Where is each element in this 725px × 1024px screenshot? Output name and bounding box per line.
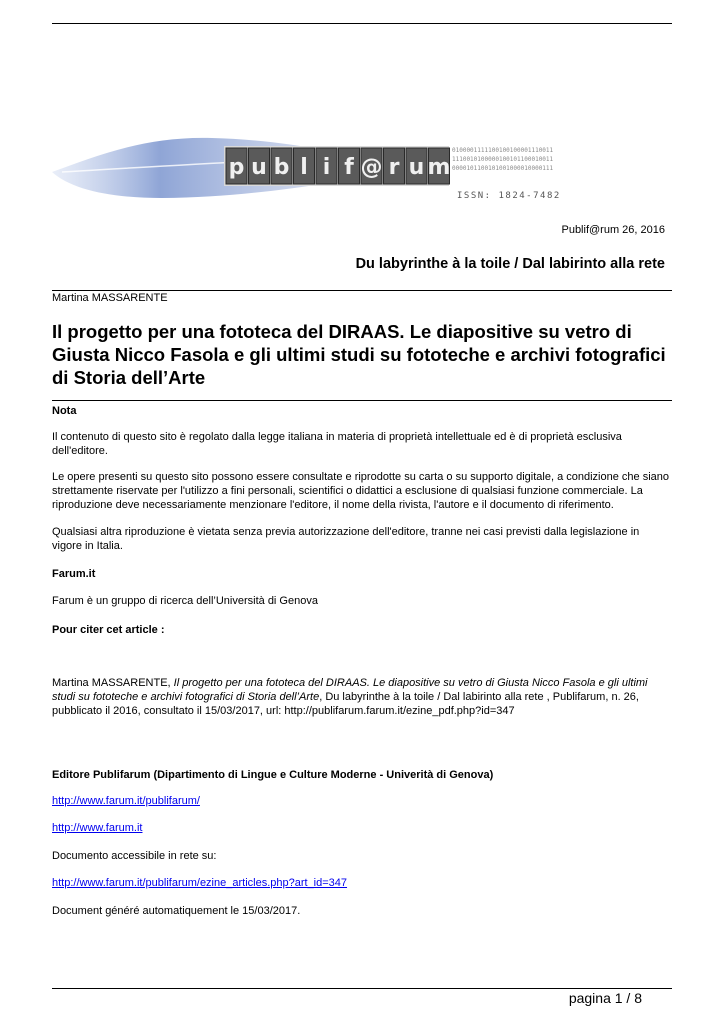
access-label: Documento accessibile in rete su: [52,850,217,862]
logo-letter-tile [249,148,270,184]
binary-row: 1110010100000100101100010011 [452,156,554,163]
issn-label: ISSN: 1824-7482 [457,191,561,201]
farum-link[interactable]: http://www.farum.it [52,822,143,834]
svg-text:b: b [273,155,290,180]
svg-text:r: r [388,155,400,180]
page-number: pagina 1 / 8 [568,990,642,1006]
svg-text:u: u [251,155,267,180]
logo-letter-tile [294,148,315,184]
logo-letter-tile [428,148,451,184]
svg-text:l: l [300,155,308,180]
farum-heading: Farum.it [52,568,96,580]
logo-letter-tile [406,148,427,184]
top-rule [52,23,672,24]
logo-letter-tile [316,148,337,184]
issue-label: Publif@rum 26, 2016 [561,224,665,236]
svg-text:m: m [427,155,451,180]
article-title: Il progetto per una fototeca del DIRAAS. Le diapositive su vetro di Giusta Nicco Fasola e gli ultimi studi su fototeche e archivi fotografici di Storia dell’Arte [52,321,666,388]
svg-text:u: u [408,155,425,180]
nota-paragraph-3: Qualsiasi altra riproduzione è vietata senza previa autorizzazione dell'editore, tranne nei casi previsti dalla legislazione in vigore in Italia. [52,526,640,552]
farum-text: Farum è un gruppo di ricerca dell’Università di Genova [52,595,318,607]
generated-note: Document généré automatiquement le 15/03/2017. [52,905,301,917]
title-rule [52,400,672,401]
logo-letter-tile [384,148,405,184]
article-author: Martina MASSARENTE [52,292,168,304]
nota-paragraph-1: Il contenuto di questo sito è regolato dalla legge italiana in materia di proprietà intellettuale ed è di proprietà esclusiva dell'editore. [52,431,622,457]
svg-text:f: f [344,155,354,180]
svg-text:p: p [228,155,245,180]
publifarum-logo [52,128,612,214]
binary-row: 0000101100101001000010000111 [452,165,554,172]
logo-letter-tile [339,148,360,184]
publifarum-link[interactable]: http://www.farum.it/publifarum/ [52,795,200,807]
binary-row: 0100001111100100100001110011 [452,147,554,154]
citation-title: Il progetto per una fototeca del DIRAAS. Le diapositive su vetro di Giusta Nicco Fasola e gli ultimi studi su fototeche e archivi fotografici di Storia dell’Arte [52,677,648,703]
header-rule [52,290,672,291]
nota-paragraph-2: Le opere presenti su questo sito possono essere consultate e riprodotte su carta o su supporto digitale, a condizione che siano strettamente riservate per l'utilizzo a fini personali, scientifici o didattici a esclusione di qualsiasi funzione commerciale. La riproduzione deve necessariamente menzionare l'editore, il nome della rivista, l'autore e il documento di riferimento. [52,471,669,511]
feather-logo-graphic [52,128,612,214]
article-link[interactable]: http://www.farum.it/publifarum/ezine_articles.php?art_id=347 [52,877,348,889]
citation-author: Martina MASSARENTE, [52,677,174,689]
citation-rest: , Du labyrinthe à la toile / Dal labirinto alla rete , Publifarum, n. 26, pubblicato il 2016, consultato il 15/03/2017, url: http://publifarum.farum.it/ezine_pdf.php?id=347 [52,691,639,717]
nota-heading: Nota [52,405,77,417]
issue-title: Du labyrinthe à la toile / Dal labirinto alla rete [355,256,665,272]
logo-letter-tile [361,148,383,184]
logo-letter-tile [226,148,247,184]
footer-rule [52,988,672,989]
svg-text:i: i [322,155,331,180]
logo-letter-tile [271,148,292,184]
editor-heading: Editore Publifarum (Dipartimento di Lingue e Culture Moderne - Univerità di Genova) [52,769,494,781]
citation-text [52,676,672,718]
citation-heading: Pour citer cet article : [52,624,165,636]
svg-text:@: @ [360,155,383,180]
